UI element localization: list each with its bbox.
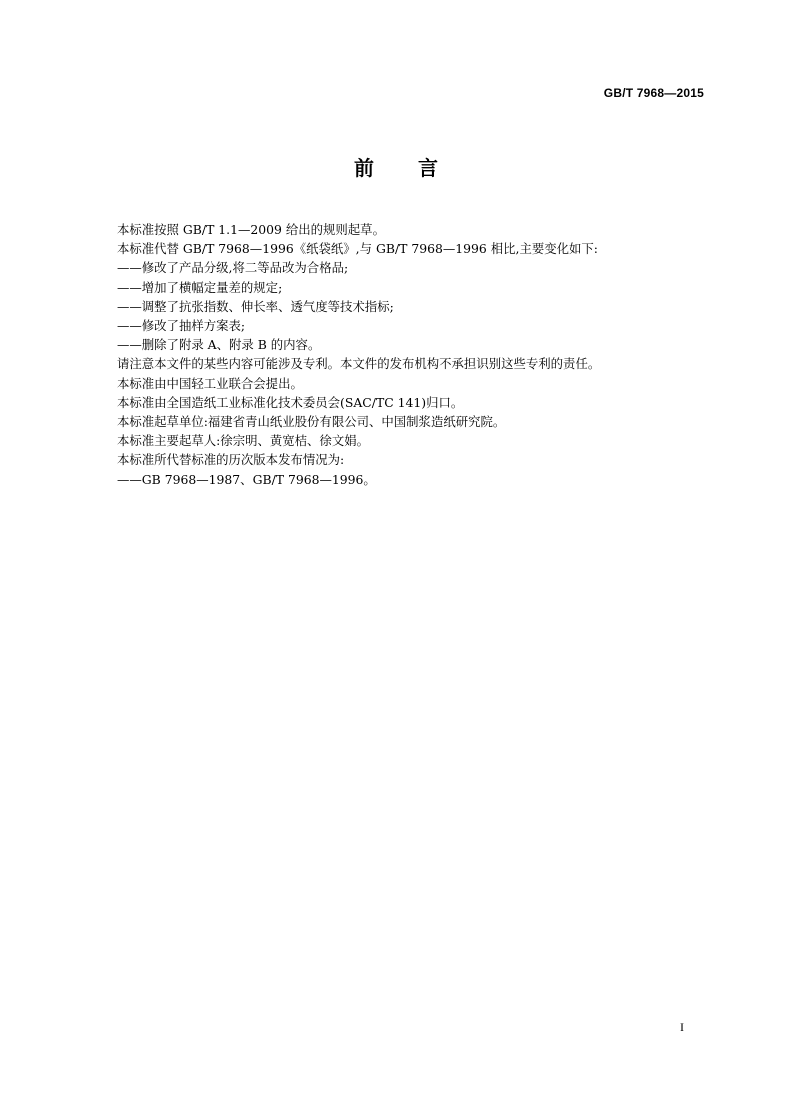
paragraph-drafting-rules: 本标准按照 GB/T 1.1—2009 给出的规则起草。 [117, 222, 385, 237]
title-char-1: 前 [354, 156, 374, 180]
change-item-annexes: ——删除了附录 A、附录 B 的内容。 [117, 337, 321, 353]
page-title [0, 152, 792, 181]
change-item-sampling-table: ——修改了抽样方案表; [117, 318, 246, 334]
foreword-body [117, 220, 707, 489]
page-number: I [680, 1020, 684, 1034]
previous-editions-item: ——GB 7968—1987、GB/T 7968—1996。 [117, 471, 376, 487]
change-item-grading: ——修改了产品分级,将二等品改为合格品; [117, 260, 349, 276]
standard-code: GB/T 7968—2015 [603, 86, 704, 100]
paragraph-replacement: 本标准代替 GB/T 7968—1996《纸袋纸》,与 GB/T 7968—1996 相比,主要变化如下: [117, 241, 598, 257]
paragraph-technical-committee: 本标准由全国造纸工业标准化技术委员会(SAC/TC 141)归口。 [117, 394, 464, 410]
paragraph-proposer: 本标准由中国轻工业联合会提出。 [117, 375, 303, 391]
paragraph-previous-editions: 本标准所代替标准的历次版本发布情况为: [117, 452, 345, 468]
paragraph-drafters: 本标准主要起草人:徐宗明、黄宽桔、徐文娟。 [117, 433, 369, 449]
change-item-technical-indicators: ——调整了抗张指数、伸长率、透气度等技术指标; [117, 298, 394, 314]
paragraph-drafting-units: 本标准起草单位:福建省青山纸业股份有限公司、中国制浆造纸研究院。 [117, 414, 506, 430]
title-char-2: 言 [418, 156, 438, 180]
change-item-cross-grammage: ——增加了横幅定量差的规定; [117, 279, 283, 295]
paragraph-patent-notice: 请注意本文件的某些内容可能涉及专利。本文件的发布机构不承担识别这些专利的责任。 [117, 356, 601, 372]
